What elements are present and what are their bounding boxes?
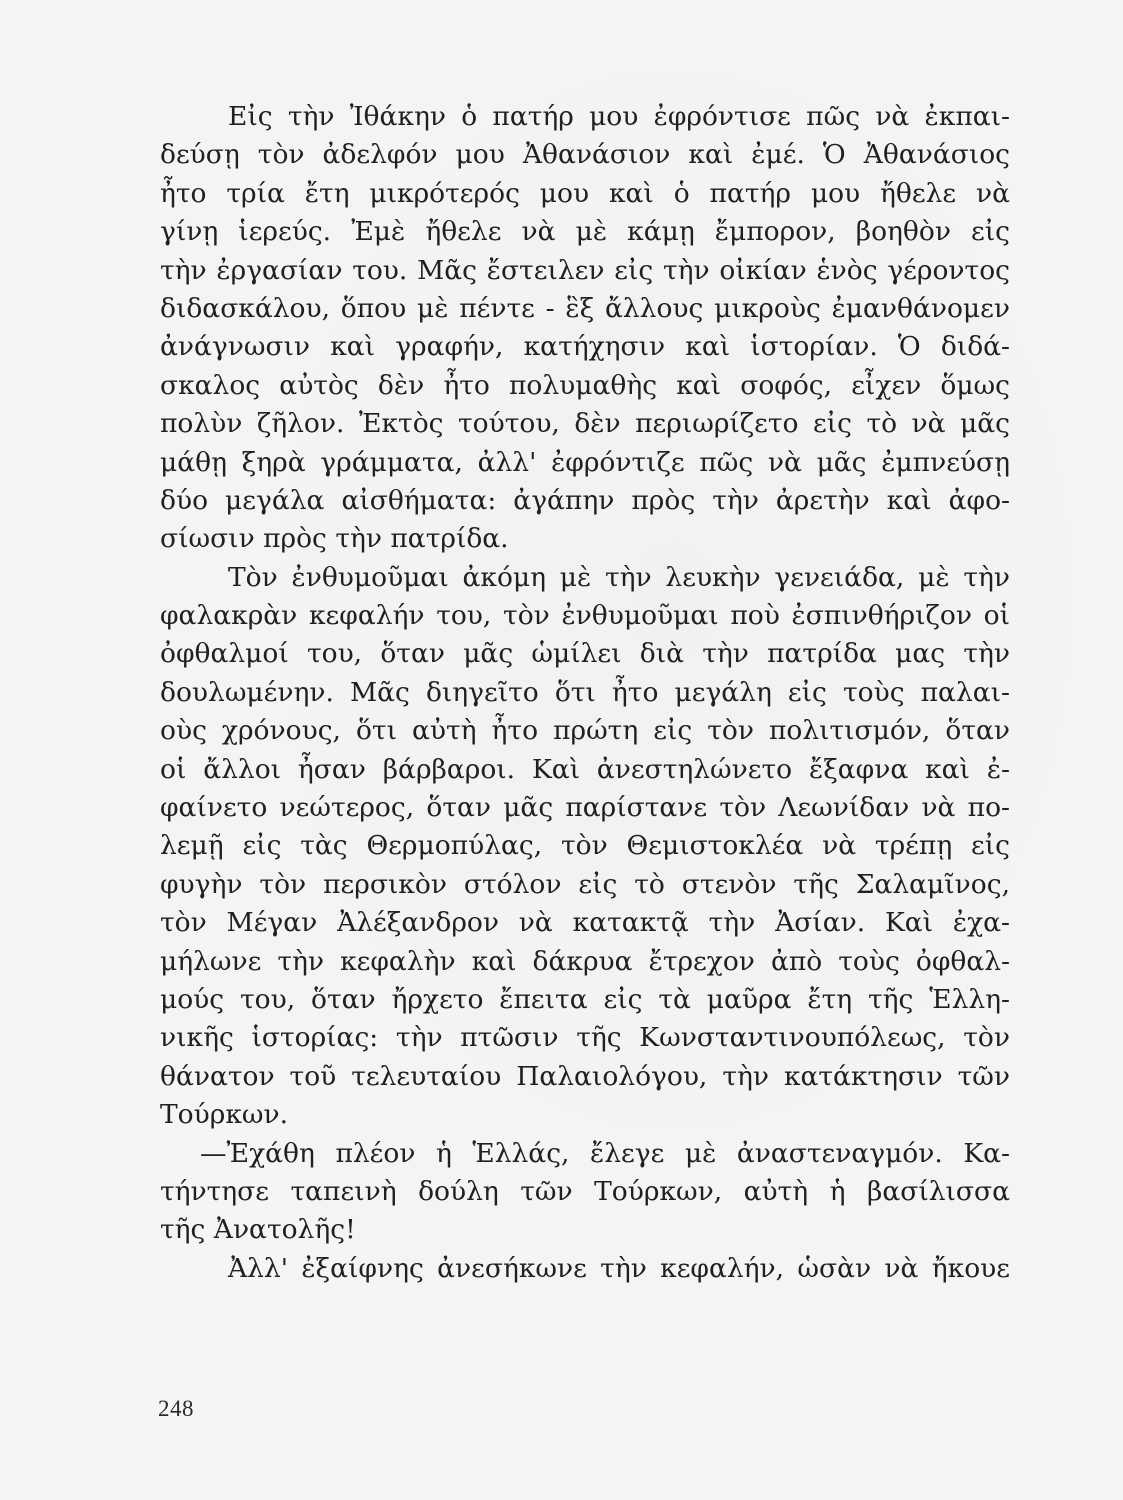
text-line: θάνατον τοῦ τελευταίου Παλαιολόγου, τὴν κατάκτησιν τῶν	[160, 1060, 1010, 1092]
text-line: ἦτο τρία ἔτη μικρότερός μου καὶ ὁ πατήρ μου ἤθελε νὰ	[160, 177, 1010, 209]
text-line: μάθῃ ξηρὰ γράμματα, ἀλλ' ἐφρόντιζε πῶς νὰ μᾶς ἐμπνεύσῃ	[160, 446, 1010, 478]
text-line: Τὸν ἐνθυμοῦμαι ἀκόμη μὲ τὴν λευκὴν γενειάδα, μὲ τὴν	[228, 561, 1010, 593]
text-line: δύο μεγάλα αἰσθήματα: ἀγάπην πρὸς τὴν ἀρετὴν καὶ ἀφο-	[160, 484, 1010, 516]
text-line: σίωσιν πρὸς τὴν πατρίδα.	[160, 523, 509, 555]
text-line: μούς του, ὅταν ἤρχετο ἔπειτα εἰς τὰ μαῦρα ἔτη τῆς Ἑλλη-	[160, 983, 1010, 1015]
text-line: Εἰς τὴν Ἰθάκην ὁ πατήρ μου ἐφρόντισε πῶς νὰ ἐκπαι-	[228, 101, 1010, 132]
text-line: διδασκάλου, ὅπου μὲ πέντε - ἓξ ἄλλους μικροὺς ἐμανθάνομεν	[160, 292, 1010, 324]
text-line: φυγὴν τὸν περσικὸν στόλον εἰς τὸ στενὸν τῆς Σαλαμῖνος,	[160, 868, 1010, 900]
text-line: ὀφθαλμοί του, ὅταν μᾶς ὡμίλει διὰ τὴν πατρίδα μας τὴν	[160, 638, 1010, 670]
page-number: 248	[158, 1396, 194, 1421]
text-line: οἱ ἄλλοι ἦσαν βάρβαροι. Καὶ ἀνεστηλώνετο ἔξαφνα καὶ ἐ-	[160, 753, 1010, 785]
text-line: τὸν Μέγαν Ἀλέξανδρον νὰ κατακτᾷ τὴν Ἀσίαν. Καὶ ἐχα-	[160, 907, 1010, 939]
text-line: τήντησε ταπεινὴ δούλη τῶν Τούρκων, αὐτὴ ἡ βασίλισσα	[160, 1175, 1010, 1207]
text-line: δουλωμένην. Μᾶς διηγεῖτο ὅτι ἦτο μεγάλη εἰς τοὺς παλαι-	[160, 676, 1010, 708]
text-line: Ἀλλ' ἐξαίφνης ἀνεσήκωνε τὴν κεφαλήν, ὡσὰν νὰ ἤκουε	[228, 1252, 1010, 1284]
text-line: ἀνάγνωσιν καὶ γραφήν, κατήχησιν καὶ ἱστορίαν. Ὁ διδά-	[160, 331, 1010, 363]
text-line: μήλωνε τὴν κεφαλὴν καὶ δάκρυα ἔτρεχον ἀπὸ τοὺς ὀφθαλ-	[160, 945, 1010, 977]
text-line: γίνῃ ἱερεύς. Ἐμὲ ἤθελε νὰ μὲ κάμῃ ἔμπορον, βοηθὸν εἰς	[160, 216, 1010, 248]
text-line: Τούρκων.	[160, 1099, 289, 1131]
text-line: οὺς χρόνους, ὅτι αὐτὴ ἦτο πρώτη εἰς τὸν πολιτισμόν, ὅταν	[160, 715, 1010, 747]
text-line: σκαλος αὐτὸς δὲν ἦτο πολυμαθὴς καὶ σοφός, εἶχεν ὅμως	[160, 369, 1010, 401]
text-line: φαίνετο νεώτερος, ὅταν μᾶς παρίστανε τὸν Λεωνίδαν νὰ πο-	[160, 792, 1010, 824]
text-line: νικῆς ἱστορίας: τὴν πτῶσιν τῆς Κωνσταντινουπόλεως, τὸν	[160, 1022, 1010, 1054]
text-line: δεύσῃ τὸν ἀδελφόν μου Ἀθανάσιον καὶ ἐμέ. Ὁ Ἀθανάσιος	[160, 139, 1010, 171]
body-text	[160, 98, 1010, 1288]
text-line: φαλακρὰν κεφαλήν του, τὸν ἐνθυμοῦμαι ποὺ ἐσπινθήριζον οἱ	[160, 600, 1010, 632]
text-line: τὴν ἐργασίαν του. Μᾶς ἔστειλεν εἰς τὴν οἰκίαν ἑνὸς γέροντος	[160, 254, 1010, 286]
text-line: τῆς Ἀνατολῆς!	[160, 1214, 356, 1246]
text-line: λεμῇ εἰς τὰς Θερμοπύλας, τὸν Θεμιστοκλέα νὰ τρέπῃ εἰς	[160, 830, 1010, 862]
text-line: πολὺν ζῆλον. Ἐκτὸς τούτου, δὲν περιωρίζετο εἰς τὸ νὰ μᾶς	[160, 408, 1010, 440]
text-line: —Ἐχάθη πλέον ἡ Ἑλλάς, ἔλεγε μὲ ἀναστεναγμόν. Κα-	[200, 1137, 1010, 1169]
